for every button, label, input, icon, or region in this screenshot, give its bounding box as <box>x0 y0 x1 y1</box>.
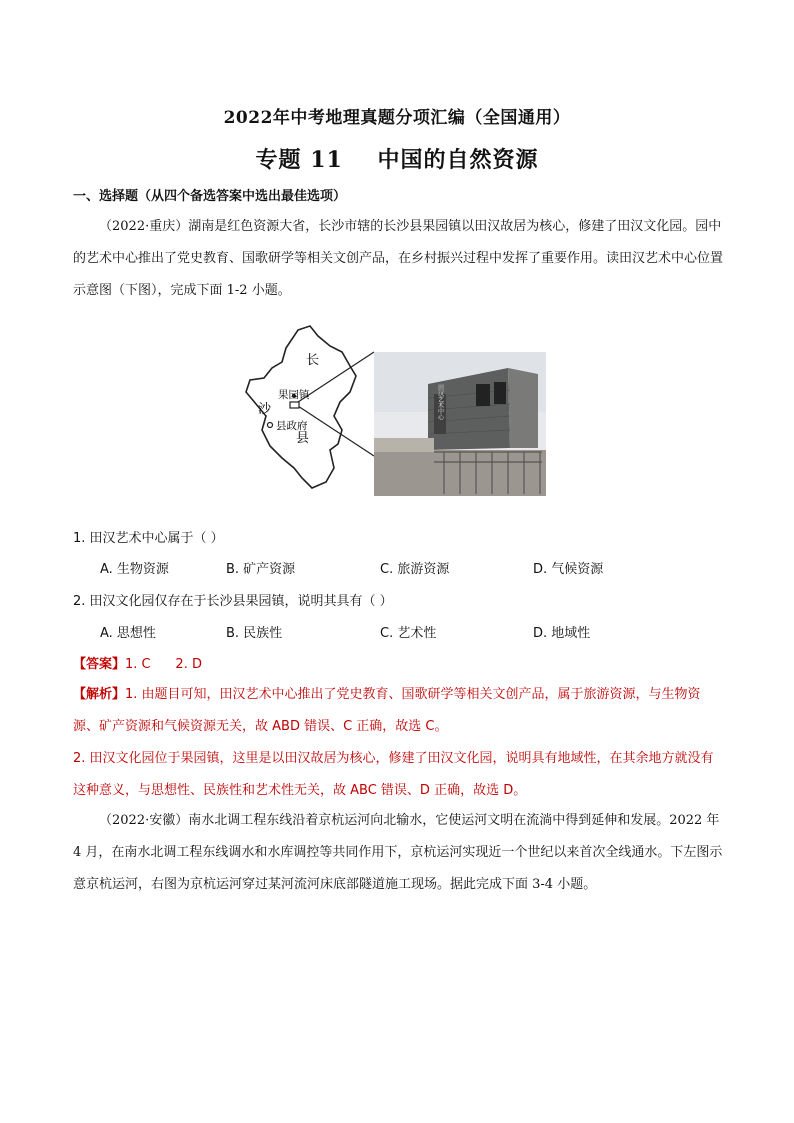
question-2-stem: 2. 田汉文化园仅存在于长沙县果园镇，说明其具有（ ） <box>73 594 393 609</box>
town-marker <box>290 402 299 408</box>
map-label-chang: 长 <box>306 353 320 368</box>
question-1-option-c: C. 旅游资源 <box>380 562 450 577</box>
question-2-option-d: D. 地域性 <box>533 626 591 641</box>
topic-title: 专题 11 中国的自然资源 <box>255 147 539 173</box>
question-2-option-b: B. 民族性 <box>226 626 283 641</box>
map-label-town: 果园镇 <box>278 389 310 401</box>
question-1-option-d: D. 气候资源 <box>533 562 604 577</box>
map-label-sha: 沙 <box>258 402 272 417</box>
explanation-2: 2. 田汉文化园位于果园镇，这里是以田汉故居为核心，修建了田汉文化园，说明具有地域性，在其余地方就没有这种意义，与思想性、民族性和艺术性无关，故 ABC 错误、D 正确，故选 D。 <box>73 751 714 798</box>
document-title: 2022年中考地理真题分项汇编（全国通用） <box>223 108 571 128</box>
explanation-label: 【解析】 <box>73 687 126 702</box>
passage-1: （2022·重庆）湖南是红色资源大省，长沙市辖的长沙县果园镇以田汉故居为核心，修建了田汉文化园。园中的艺术中心推出了党史教育、国歌研学等相关文创产品，在乡村振兴过程中发挥了重要作用。读田汉艺术中心位置示意图（下图），完成下面 1-2 小题。 <box>73 219 724 298</box>
section-heading: 一、选择题（从四个备选答案中选出最佳选项） <box>73 189 347 204</box>
question-1-option-b: B. 矿产资源 <box>226 562 296 577</box>
question-1-option-a: A. 生物资源 <box>100 562 169 577</box>
building-sign: 田汉艺术中心 <box>436 384 444 420</box>
answer-label: 【答案】 <box>73 657 126 672</box>
answer-text: 1. C 2. D <box>125 657 202 672</box>
passage-2: （2022·安徽）南水北调工程东线沿着京杭运河向北输水，它使运河文明在流淌中得到延伸和发展。2022 年 4 月，在南水北调工程东线调水和水库调控等共同作用下，京杭运河实现近一个世纪以来首次全线通水。下左图示意京杭运河，右图为京杭运河穿过某河流河床底部隧道施工现场。据此完成下面 3-4 小题。 <box>73 813 723 892</box>
building-photo <box>374 352 546 496</box>
explanation-1-text: 1. 由题目可知，田汉艺术中心推出了党史教育、国歌研学等相关文创产品，属于旅游资源，与生物资源、矿产资源和气候资源无关，故 ABD 错误、C 正确，故选 C。 <box>73 687 701 734</box>
map-label-xian: 县 <box>296 431 310 446</box>
location-map-figure <box>238 318 550 498</box>
question-2-option-a: A. 思想性 <box>100 626 156 641</box>
answer-block <box>73 653 202 672</box>
explanation-1 <box>73 679 723 743</box>
map-label-gov: 县政府 <box>276 420 308 432</box>
question-2-option-c: C. 艺术性 <box>380 626 437 641</box>
question-1-stem: 1. 田汉艺术中心属于（ ） <box>73 531 224 546</box>
gov-marker <box>268 423 273 428</box>
